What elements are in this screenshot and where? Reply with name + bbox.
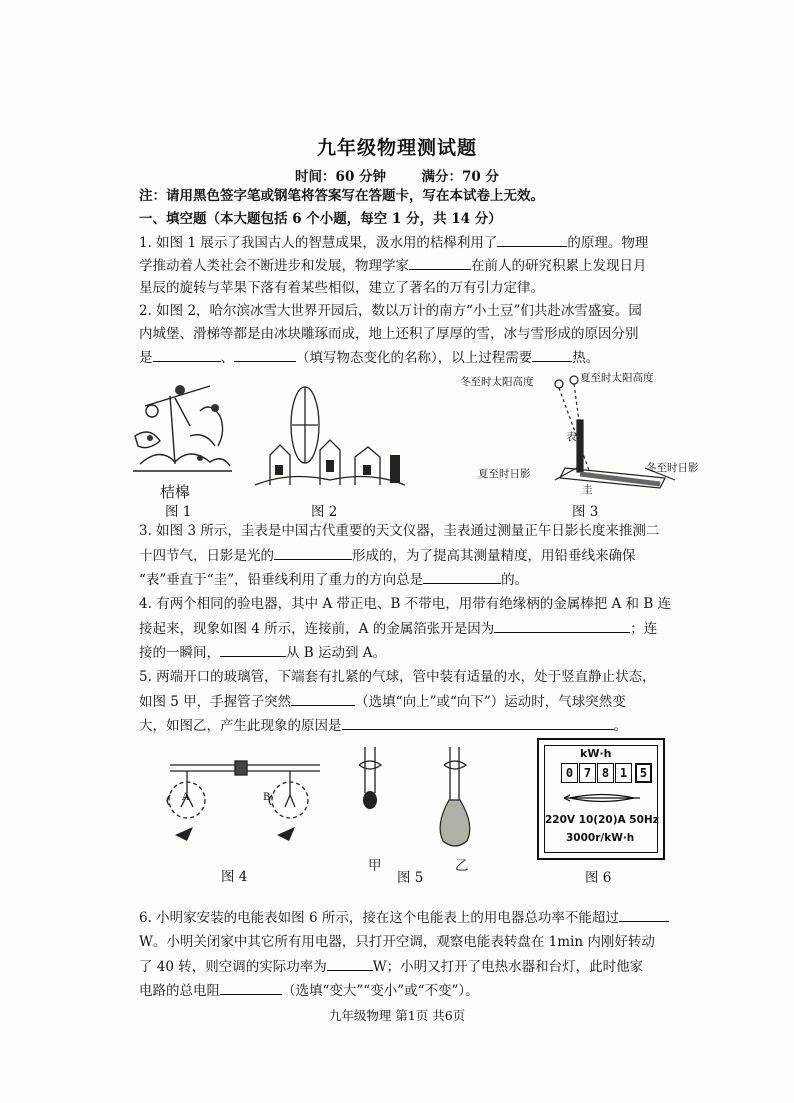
figure-4-caption: 图 4 <box>221 869 248 885</box>
q5-blank-2[interactable] <box>342 717 614 730</box>
meter-digit: 7 <box>579 763 596 783</box>
q4-line3 <box>139 644 386 661</box>
q1-text: 1. 如图 1 展示了我国古人的智慧成果，汲水用的桔槔利用了 <box>139 235 498 251</box>
q3-line1: 3. 如图 3 所示，圭表是中国古代重要的天文仪器，圭表通过测量正午日影长度来推测二 <box>139 523 660 539</box>
meter-digit: 8 <box>597 763 614 783</box>
figure-5-caption: 图 5 <box>397 870 424 886</box>
figure-6-caption: 图 6 <box>585 870 612 886</box>
q6-blank-2[interactable] <box>327 958 373 971</box>
figure-1-caption: 图 1 <box>165 504 192 520</box>
q6-blank-3[interactable] <box>220 982 282 995</box>
meter-digits <box>561 763 652 783</box>
exam-meta <box>0 165 794 185</box>
q6-text: 6. 小明家安装的电能表如图 6 所示，接在这个电能表上的用电器总功率不能超过 <box>139 910 619 926</box>
figure-2-ice-castle <box>250 385 410 495</box>
q2-text: （填写物态变化的名称），以上过程需要 <box>296 350 533 366</box>
q6-text: 电路的总电阻 <box>139 983 220 999</box>
meter-rev: 3000r/kW·h <box>566 832 635 844</box>
q3-text: 的。 <box>501 572 529 588</box>
q2-blank-2[interactable] <box>234 349 296 362</box>
figure-5-tubes <box>345 745 485 855</box>
figure-3-winter-sun-label: 冬至时太阳高度 <box>460 376 534 388</box>
q1-line2 <box>139 257 647 274</box>
figure-2-caption: 图 2 <box>311 504 338 520</box>
q4-text: ；连 <box>630 621 658 637</box>
q3-line2 <box>139 547 636 564</box>
notice: 注：请用黑色签字笔或钢笔将答案写在答题卡，写在本试卷上无效。 <box>139 188 544 204</box>
q5-text: （选填“向上”或“向下”）运动时，气球突然变 <box>355 694 626 710</box>
page-footer: 九年级物理 第1页 共6页 <box>328 1008 466 1023</box>
figure-3-biao-label: 表 <box>566 431 577 443</box>
q6-line2: W。小明关闭家中其它所有用电器，只打开空调，观察电能表转盘在 1min 内刚好转动 <box>139 934 655 950</box>
q3-line3 <box>139 571 528 588</box>
q2-line2: 内城堡、滑梯等都是由冰块雕琢而成，地上还积了厚厚的雪，冰与雪形成的原因分别 <box>139 326 639 342</box>
q5-line1: 5. 两端开口的玻璃管，下端套有扎紧的气球，管中装有适量的水，处于竖直静止状态， <box>139 669 656 685</box>
q4-blank-1[interactable] <box>494 620 630 633</box>
q2-text: 、 <box>220 350 234 366</box>
q5-blank-1[interactable] <box>291 693 355 706</box>
figure-4-label-a: A <box>182 792 190 803</box>
page-title: 九年级物理测试题 <box>316 137 477 159</box>
q4-text: 接起来，现象如图 4 所示，连接前，A 的金属箔张开是因为 <box>139 621 495 637</box>
q6-line3 <box>139 958 643 975</box>
q4-line1: 4. 有两个相同的验电器，其中 A 带正电、B 不带电，用带有绝缘柄的金属棒把 A 和 B 连 <box>139 596 672 612</box>
time-limit: 时间：60 分钟 <box>295 169 387 185</box>
q5-line3 <box>139 717 627 734</box>
meter-unit: kW·h <box>580 747 612 760</box>
q2-line1: 2. 如图 2，哈尔滨冰雪大世界开园后，数以万计的南方“小土豆”们共赴冰雪盛宴。园 <box>139 303 642 319</box>
figure-1-well-sweep <box>130 376 235 476</box>
figure-3-gui-label: 圭 <box>582 484 593 496</box>
q1-text: 在前人的研究积累上发现日月 <box>471 258 647 274</box>
q5-text: 大，如图乙，产生此现象的原因是 <box>139 718 342 734</box>
q5-text: 。 <box>613 718 627 734</box>
figure-3-summer-sun-label: 夏至时太阳高度 <box>580 372 654 384</box>
q5-text: 如图 5 甲，手握管子突然 <box>139 694 292 710</box>
q4-text: 从 B 运动到 A。 <box>286 645 387 661</box>
q6-text: （选填“变大”“变小”或“不变”）。 <box>282 983 479 999</box>
meter-digit-decimal: 5 <box>635 763 652 783</box>
meter-digit: 0 <box>561 763 578 783</box>
q3-blank-1[interactable] <box>274 547 352 560</box>
figure-5-label-jia: 甲 <box>368 858 382 874</box>
q6-blank-1[interactable] <box>619 909 669 922</box>
q1-line1 <box>139 234 648 251</box>
figure-4-electroscopes <box>155 755 325 850</box>
meter-disc-icon <box>562 793 642 803</box>
q1-blank-1[interactable] <box>497 234 567 247</box>
figure-4-label-b: B <box>263 792 271 803</box>
q3-text: “表”垂直于“圭”，铅垂线利用了重力的方向总是 <box>139 572 424 588</box>
meter-spec: 220V 10(20)A 50Hz <box>545 814 659 826</box>
q3-text: 形成的，为了提高其测量精度，用铅垂线来确保 <box>352 548 636 564</box>
figure-3-summer-shadow-label: 夏至时日影 <box>478 468 531 480</box>
q2-line3 <box>139 349 599 366</box>
q4-line2 <box>139 620 657 637</box>
q4-blank-2[interactable] <box>220 644 286 657</box>
q2-blank-1[interactable] <box>153 349 221 362</box>
q6-line4 <box>139 982 479 999</box>
q3-blank-2[interactable] <box>423 571 501 584</box>
q2-text: 是 <box>139 350 153 366</box>
q1-blank-2[interactable] <box>409 257 471 270</box>
figure-1-label: 桔槔 <box>160 483 191 501</box>
figure-3-caption: 图 3 <box>572 504 599 520</box>
q2-blank-3[interactable] <box>532 349 572 362</box>
q4-text: 接的一瞬间， <box>139 645 220 661</box>
figure-5-label-yi: 乙 <box>455 858 469 874</box>
q1-text: 的原理。物理 <box>567 235 649 251</box>
q2-text: 热。 <box>572 350 600 366</box>
q6-line1 <box>139 909 669 926</box>
q3-text: 十四节气，日影是光的 <box>139 548 274 564</box>
meter-digit: 1 <box>615 763 632 783</box>
q1-line3: 星辰的旋转与苹果下落有着某些相似，建立了著名的万有引力定律。 <box>139 280 544 296</box>
q6-text: 了 40 转，则空调的实际功率为 <box>139 959 327 975</box>
q1-text: 学推动着人类社会不断进步和发展，物理学家 <box>139 258 409 274</box>
q5-line2 <box>139 693 626 710</box>
section-heading: 一、填空题（本大题包括 6 个小题，每空 1 分，共 14 分） <box>139 211 502 227</box>
figure-3-winter-shadow-label: 冬至时日影 <box>646 462 699 474</box>
full-score: 满分：70 分 <box>421 169 499 185</box>
q6-text: W；小明又打开了电热水器和台灯，此时他家 <box>372 959 644 975</box>
